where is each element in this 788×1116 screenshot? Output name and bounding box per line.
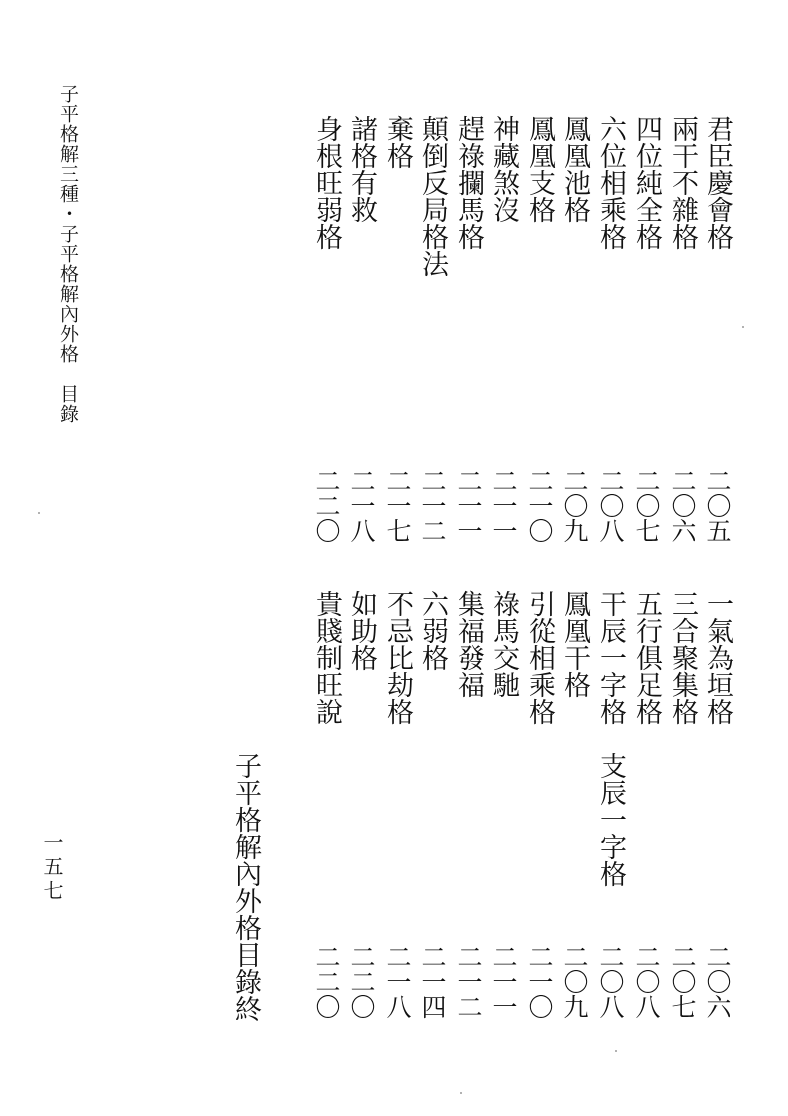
upper-entry-title-7: 神藏煞沒 bbox=[488, 115, 519, 223]
page-number: 一五七 bbox=[40, 832, 64, 904]
lower-entry-page-9: 二一四 bbox=[418, 944, 447, 1019]
end-title: 子平格解內外格目錄終 bbox=[230, 752, 261, 1022]
scan-speck bbox=[615, 1050, 617, 1052]
upper-entry-page-12: 二二〇 bbox=[312, 468, 341, 543]
lower-entry-page-4: 二〇八 bbox=[596, 944, 625, 1019]
upper-entry-title-1: 君臣慶會格 bbox=[702, 115, 733, 250]
lower-entry-title-5: 鳳凰干格 bbox=[559, 590, 590, 698]
upper-entry-page-11: 二一八 bbox=[347, 468, 376, 543]
lower-entry-page-7: 二一一 bbox=[489, 944, 518, 1019]
upper-entry-page-4: 二〇八 bbox=[596, 468, 625, 543]
lower-entry-title-12: 貴賤制旺說 bbox=[311, 590, 342, 725]
upper-entry-page-1: 二〇五 bbox=[703, 468, 732, 543]
upper-entry-title-9: 顛倒反局格法 bbox=[417, 115, 448, 277]
upper-entry-title-3: 四位純全格 bbox=[631, 115, 662, 250]
lower-entry-page-10: 二一八 bbox=[383, 944, 412, 1019]
upper-entry-page-3: 二〇七 bbox=[632, 468, 661, 543]
upper-entry-page-10: 二一七 bbox=[383, 468, 412, 543]
upper-entry-page-7: 二一一 bbox=[489, 468, 518, 543]
upper-entry-title-11: 諸格有救 bbox=[346, 115, 377, 223]
lower-entry-title-8: 集福發福 bbox=[453, 590, 484, 698]
lower-entry-page-3: 二〇八 bbox=[632, 944, 661, 1019]
upper-entry-page-5: 二〇九 bbox=[560, 468, 589, 543]
running-header: 子平格解三種・子平格解內外格 目錄 bbox=[57, 84, 79, 424]
lower-entry-title-4: 干辰一字格 支辰一字格 bbox=[595, 590, 626, 887]
lower-entry-page-8: 二一二 bbox=[454, 944, 483, 1019]
upper-entry-title-6: 鳳凰支格 bbox=[524, 115, 555, 223]
upper-entry-title-10: 棄格 bbox=[382, 115, 413, 169]
lower-entry-title-3: 五行俱足格 bbox=[631, 590, 662, 725]
upper-entry-title-4: 六位相乘格 bbox=[595, 115, 626, 250]
lower-entry-title-7: 祿馬交馳 bbox=[488, 590, 519, 698]
lower-entry-page-6: 二一〇 bbox=[525, 944, 554, 1019]
lower-entry-title-1: 一氣為垣格 bbox=[702, 590, 733, 725]
lower-entry-page-1: 二〇六 bbox=[703, 944, 732, 1019]
lower-entry-title-9: 六弱格 bbox=[417, 590, 448, 671]
upper-entry-page-8: 二一一 bbox=[454, 468, 483, 543]
lower-entry-title-2: 三合聚集格 bbox=[667, 590, 698, 725]
scan-speck bbox=[460, 1092, 462, 1094]
lower-entry-title-10: 不忌比劫格 bbox=[382, 590, 413, 725]
lower-entry-page-5: 二〇九 bbox=[560, 944, 589, 1019]
upper-entry-title-8: 趕祿攔馬格 bbox=[453, 115, 484, 250]
upper-entry-page-6: 二一〇 bbox=[525, 468, 554, 543]
upper-entry-page-2: 二〇六 bbox=[668, 468, 697, 543]
upper-entry-page-9: 二一二 bbox=[418, 468, 447, 543]
lower-entry-page-11: 二二〇 bbox=[347, 944, 376, 1019]
upper-entry-title-12: 身根旺弱格 bbox=[311, 115, 342, 250]
scan-speck bbox=[742, 326, 744, 328]
lower-entry-title-11: 如助格 bbox=[346, 590, 377, 671]
upper-entry-title-5: 鳳凰池格 bbox=[559, 115, 590, 223]
lower-entry-title-6: 引從相乘格 bbox=[524, 590, 555, 725]
lower-entry-page-12: 二二〇 bbox=[312, 944, 341, 1019]
upper-entry-title-2: 兩干不雜格 bbox=[667, 115, 698, 250]
lower-entry-page-2: 二〇七 bbox=[668, 944, 697, 1019]
scan-speck bbox=[38, 512, 40, 514]
